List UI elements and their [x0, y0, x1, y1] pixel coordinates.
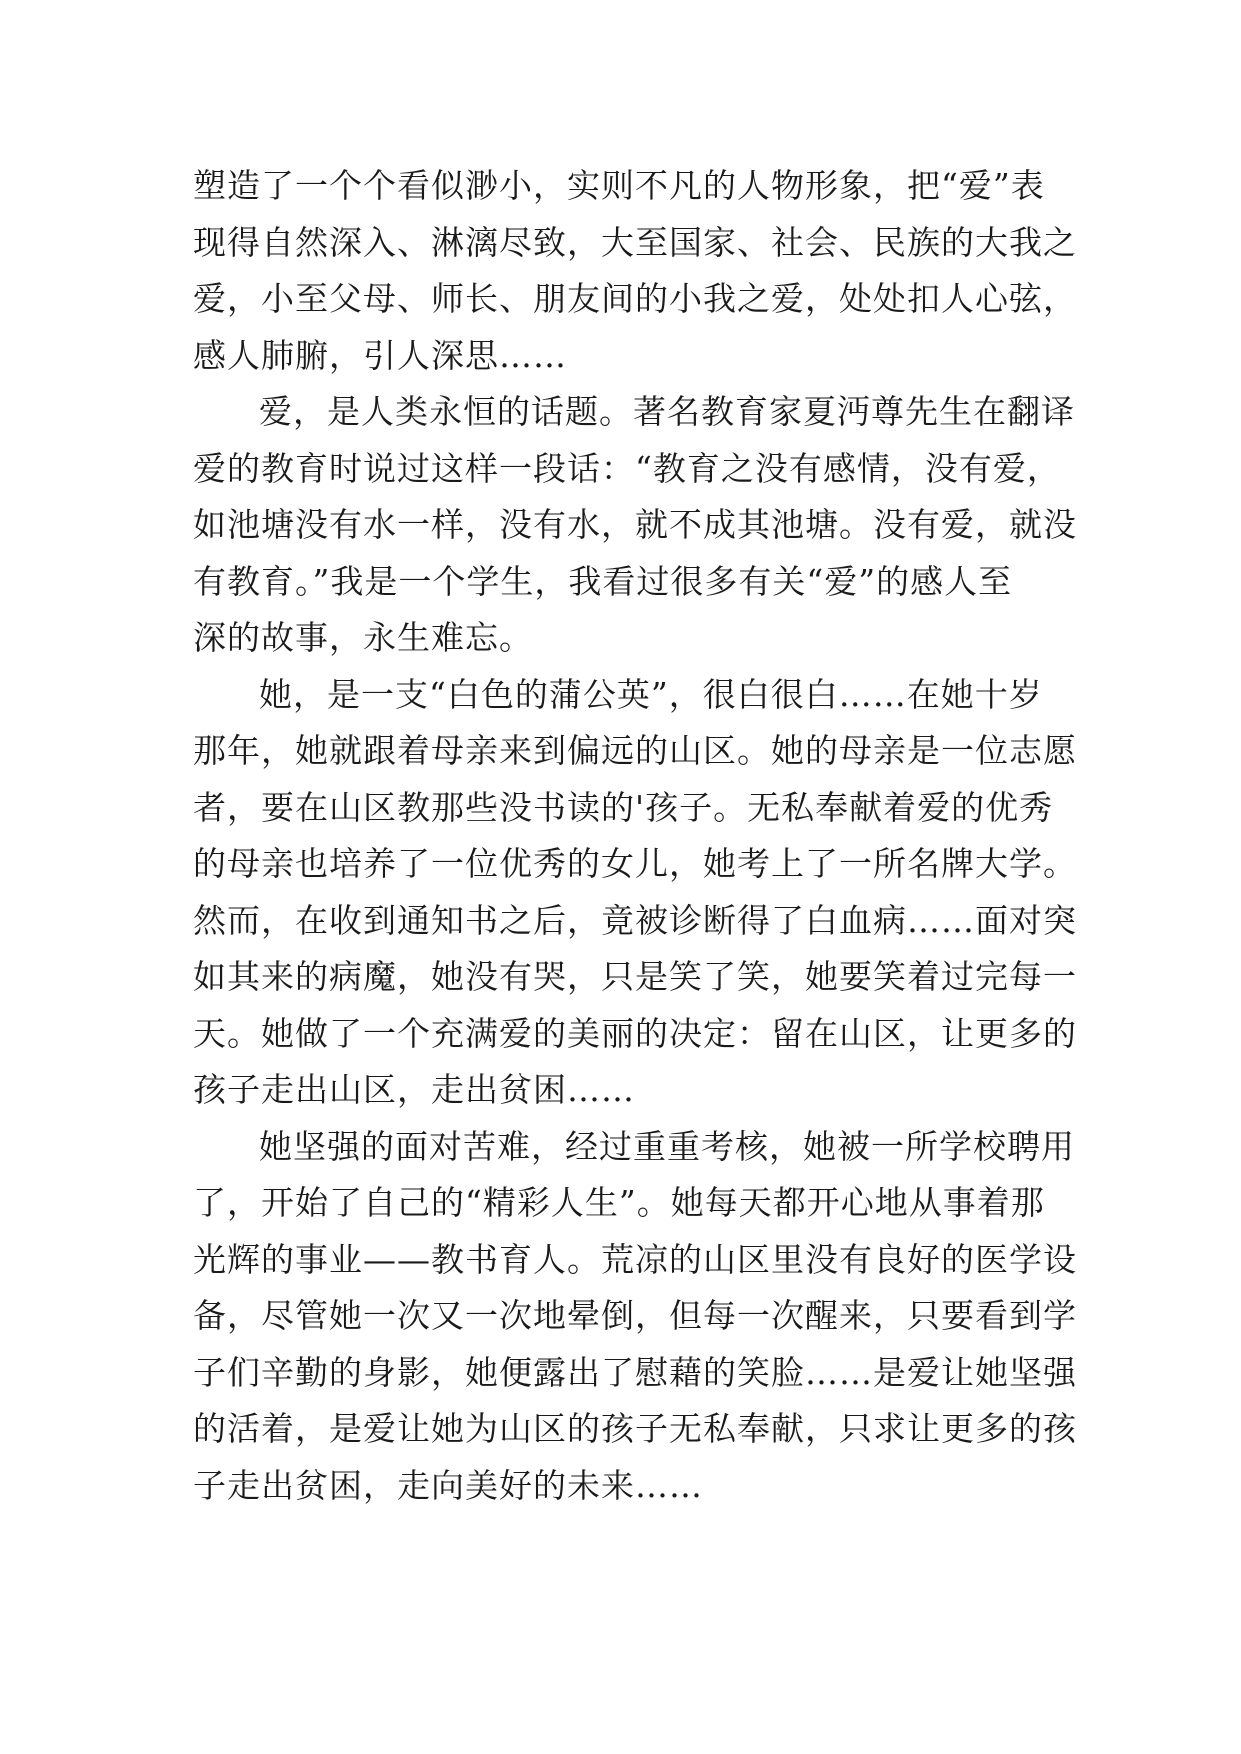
text-line: 者，要在山区教那些没书读的'孩子。无私奉献着爱的优秀	[193, 787, 1054, 827]
text-line: 塑造了一个个看似渺小，实则不凡的人物形象，把“爱”表	[193, 166, 1045, 205]
text-line: 爱的教育时说过这样一段话：“教育之没有感情，没有爱，	[193, 448, 1061, 488]
text-line: 孩子走出山区，走出贫困……	[193, 1070, 635, 1109]
text-line: 光辉的事业——教书育人。荒凉的山区里没有良好的医学设	[193, 1239, 1077, 1279]
text-line: 深的故事，永生难忘。	[193, 618, 533, 657]
text-line: 有教育。”我是一个学生，我看过很多有关“爱”的感人至	[193, 561, 1013, 601]
text-line: 子们辛勤的身影，她便露出了慰藉的笑脸……是爱让她坚强	[193, 1352, 1077, 1392]
text-line: 感人肺腑，引人深思……	[193, 335, 567, 375]
text-line: 子走出贫困，走向美好的未来……	[193, 1465, 703, 1505]
paragraph-first-line: 她坚强的面对苦难，经过重重考核，她被一所学校聘用	[259, 1126, 1075, 1166]
text-line: 爱，小至父母、师长、朋友间的小我之爱，处处扣人心弦，	[193, 279, 1077, 318]
text-line: 了，开始了自己的“精彩人生”。她每天都开心地从事着那	[193, 1183, 1045, 1222]
text-line: 那年，她就跟着母亲来到偏远的山区。她的母亲是一位志愿	[193, 731, 1077, 770]
text-line: 备，尽管她一次又一次地晕倒，但每一次醒来，只要看到学	[193, 1296, 1077, 1335]
text-line: 如其来的病魔，她没有哭，只是笑了笑，她要笑着过完每一	[193, 957, 1077, 996]
paragraph-first-line: 爱，是人类永恒的话题。著名教育家夏沔尊先生在翻译	[259, 392, 1075, 431]
text-line: 的母亲也培养了一位优秀的女儿，她考上了一所名牌大学。	[193, 844, 1077, 883]
paragraph-first-line: 她，是一支“白色的蒲公英”，很白很白……在她十岁	[259, 674, 1043, 714]
document-body-text	[193, 158, 1077, 1514]
text-line: 现得自然深入、淋漓尽致，大至国家、社会、民族的大我之	[193, 222, 1077, 262]
text-line: 然而，在收到通知书之后，竟被诊断得了白血病……面对突	[193, 900, 1077, 940]
text-line: 天。她做了一个充满爱的美丽的决定：留在山区，让更多的	[193, 1013, 1077, 1053]
text-line: 如池塘没有水一样，没有水，就不成其池塘。没有爱，就没	[193, 505, 1077, 544]
text-line: 的活着，是爱让她为山区的孩子无私奉献，只求让更多的孩	[193, 1409, 1077, 1448]
